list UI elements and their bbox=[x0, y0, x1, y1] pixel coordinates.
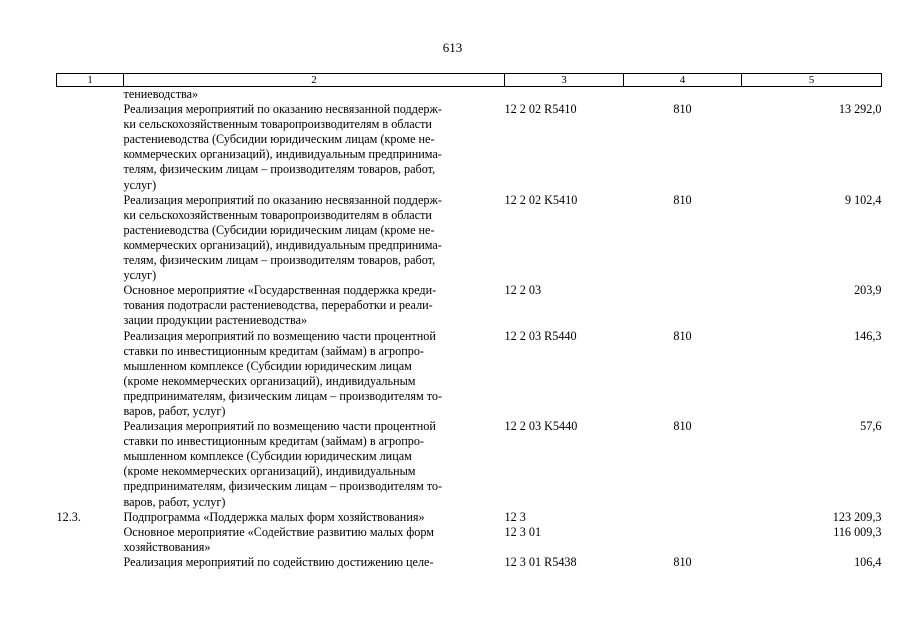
budget-table bbox=[56, 73, 882, 570]
description-line: варов, работ, услуг) bbox=[123, 494, 226, 509]
column-number-2: 2 bbox=[124, 74, 505, 87]
description-line: ки сельскохозяйственным товаропроизводителям в области bbox=[123, 207, 432, 222]
description-line: тениеводства» bbox=[123, 87, 199, 101]
description-line: Реализация мероприятий по оказанию несвязанной поддерж- bbox=[123, 102, 442, 117]
table-row bbox=[57, 102, 882, 193]
description-line: Основное мероприятие «Содействие развитию малых форм bbox=[123, 524, 434, 539]
column-number-3: 3 bbox=[505, 74, 624, 87]
column-number-5: 5 bbox=[742, 74, 882, 87]
description-line: предпринимателям, физическим лицам – производителям то- bbox=[123, 388, 443, 403]
row-description bbox=[124, 419, 505, 510]
row-number bbox=[57, 555, 124, 570]
row-expense-type bbox=[624, 283, 742, 328]
description-line: коммерческих организаций), индивидуальным предпринима- bbox=[123, 237, 442, 252]
row-code: 12 3 bbox=[504, 509, 526, 524]
row-description bbox=[124, 329, 505, 420]
row-code: 12 2 03 K5440 bbox=[504, 419, 578, 434]
table-row bbox=[57, 193, 882, 284]
row-expense-type bbox=[624, 525, 742, 555]
table-row bbox=[57, 283, 882, 328]
description-line: Реализация мероприятий по возмещению части процентной bbox=[123, 419, 436, 434]
row-amount: 146,3 bbox=[854, 328, 882, 343]
table-row bbox=[57, 87, 882, 103]
row-description bbox=[124, 283, 505, 328]
description-line: (кроме некоммерческих организаций), индивидуальным bbox=[123, 464, 416, 479]
row-amount: 123 209,3 bbox=[832, 509, 882, 524]
row-amount: 13 292,0 bbox=[838, 102, 882, 117]
row-code bbox=[505, 87, 624, 103]
row-number bbox=[57, 329, 124, 420]
row-number bbox=[57, 87, 124, 103]
description-line: варов, работ, услуг) bbox=[123, 403, 226, 418]
table-row bbox=[57, 419, 882, 510]
row-number bbox=[57, 419, 124, 510]
row-code: 12 2 02 K5410 bbox=[504, 192, 578, 207]
description-line: хозяйствования» bbox=[123, 539, 211, 554]
page-number: 613 bbox=[442, 40, 463, 55]
description-line: Основное мероприятие «Государственная поддержка креди- bbox=[123, 283, 437, 298]
row-expense-type: 810 bbox=[673, 419, 692, 434]
description-line: Реализация мероприятий по оказанию несвязанной поддерж- bbox=[123, 192, 442, 207]
description-line: ставки по инвестиционным кредитам (займам) в агропро- bbox=[123, 434, 424, 449]
row-amount: 9 102,4 bbox=[844, 192, 882, 207]
description-line: (кроме некоммерческих организаций), индивидуальным bbox=[123, 373, 416, 388]
description-line: ки сельскохозяйственным товаропроизводителям в области bbox=[123, 117, 432, 132]
row-description bbox=[124, 555, 505, 570]
description-line: зации продукции растениеводства» bbox=[123, 313, 308, 328]
table-row bbox=[57, 555, 882, 570]
row-code: 12 3 01 R5438 bbox=[504, 554, 577, 569]
description-line: телям, физическим лицам – производителям товаров, работ, bbox=[123, 162, 436, 177]
row-expense-type: 810 bbox=[673, 192, 692, 207]
row-expense-type: 810 bbox=[673, 102, 692, 117]
column-number-1: 1 bbox=[57, 74, 124, 87]
table-row bbox=[57, 525, 882, 555]
row-expense-type: 810 bbox=[673, 328, 692, 343]
row-expense-type bbox=[624, 87, 742, 103]
description-line: коммерческих организаций), индивидуальным предпринима- bbox=[123, 147, 442, 162]
row-code: 12 3 01 bbox=[504, 524, 542, 539]
description-line: мышленном комплексе (Субсидии юридическим лицам bbox=[123, 449, 412, 464]
row-code: 12 2 03 R5440 bbox=[504, 328, 577, 343]
row-amount: 116 009,3 bbox=[833, 524, 882, 539]
description-line: растениеводства (Субсидии юридическим лицам (кроме не- bbox=[123, 132, 435, 147]
row-number bbox=[57, 525, 124, 555]
row-description bbox=[124, 525, 505, 555]
row-code: 12 2 02 R5410 bbox=[504, 102, 577, 117]
description-line: тования подотрасли растениеводства, переработки и реали- bbox=[123, 298, 433, 313]
row-number bbox=[57, 102, 124, 193]
row-description bbox=[124, 102, 505, 193]
row-amount: 106,4 bbox=[854, 554, 882, 569]
description-line: Подпрограмма «Поддержка малых форм хозяйствования» bbox=[123, 509, 425, 524]
row-expense-type: 810 bbox=[673, 554, 692, 569]
row-amount: 203,9 bbox=[854, 283, 882, 298]
row-number bbox=[57, 283, 124, 328]
row-code: 12 2 03 bbox=[504, 283, 542, 298]
description-line: Реализация мероприятий по возмещению части процентной bbox=[123, 328, 436, 343]
description-line: услуг) bbox=[123, 177, 157, 192]
description-line: мышленном комплексе (Субсидии юридическим лицам bbox=[123, 358, 412, 373]
column-number-row bbox=[57, 74, 882, 87]
table-body bbox=[57, 87, 882, 571]
description-line: Реализация мероприятий по содействию достижению целе- bbox=[123, 554, 434, 569]
row-description bbox=[124, 510, 505, 525]
row-number: 12.3. bbox=[56, 509, 81, 524]
description-line: растениеводства (Субсидии юридическим лицам (кроме не- bbox=[123, 222, 435, 237]
row-amount: 57,6 bbox=[860, 419, 882, 434]
table-row bbox=[57, 510, 882, 525]
row-number bbox=[57, 193, 124, 284]
description-line: предпринимателям, физическим лицам – производителям то- bbox=[123, 479, 443, 494]
row-expense-type bbox=[624, 510, 742, 525]
row-description bbox=[124, 193, 505, 284]
row-description bbox=[124, 87, 505, 103]
description-line: телям, физическим лицам – производителям товаров, работ, bbox=[123, 253, 436, 268]
column-number-4: 4 bbox=[624, 74, 742, 87]
description-line: ставки по инвестиционным кредитам (займам) в агропро- bbox=[123, 343, 424, 358]
row-amount bbox=[742, 87, 882, 103]
description-line: услуг) bbox=[123, 268, 157, 283]
table-row bbox=[57, 329, 882, 420]
